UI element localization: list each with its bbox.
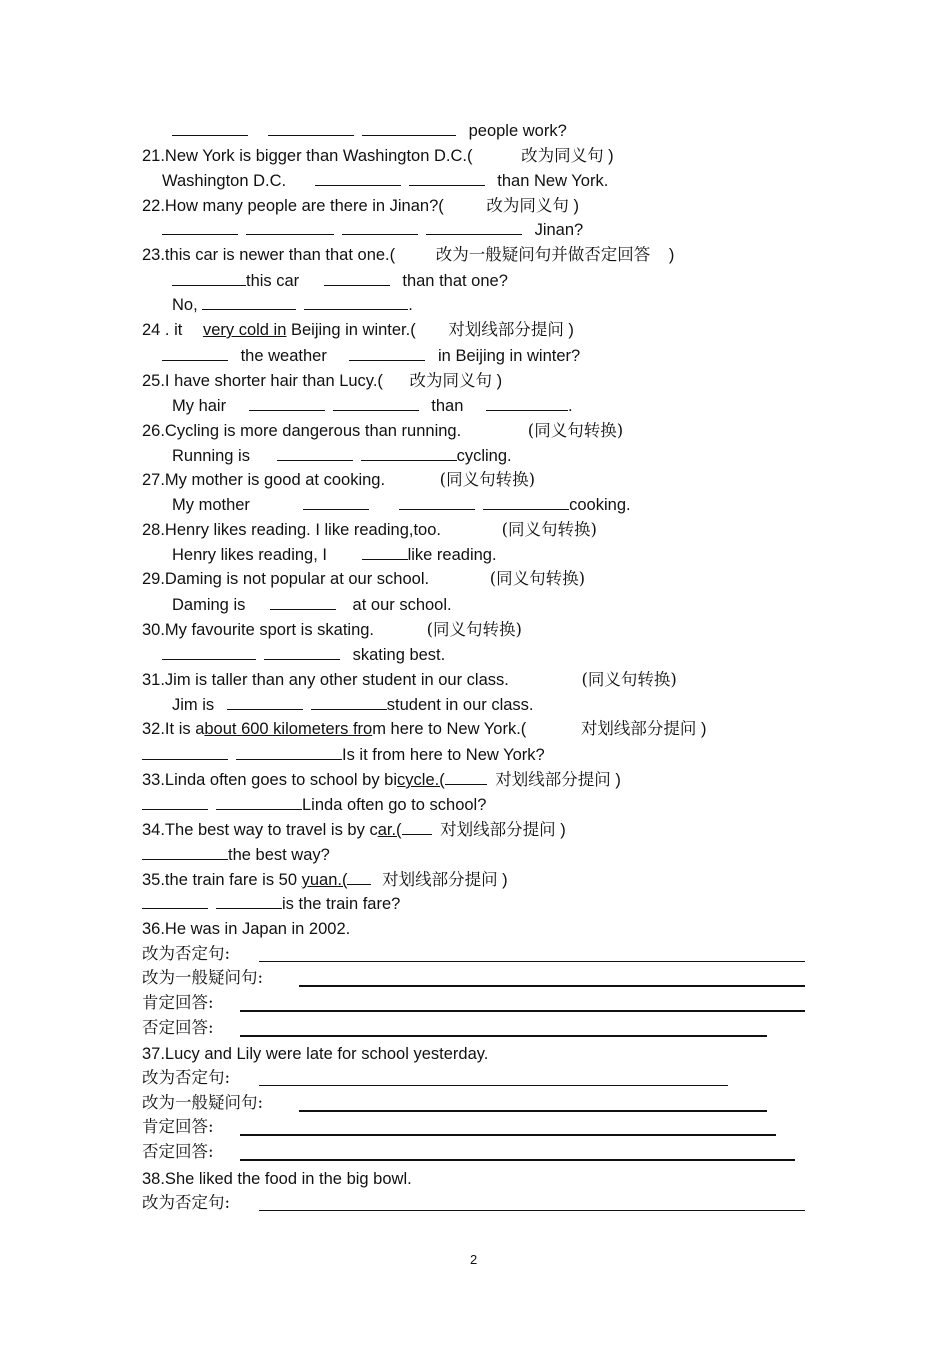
q37-yes-answer-line[interactable] [240,1134,776,1136]
q25-answer-line: My hair than . [172,397,573,415]
q31-hint: (同义句转换) [581,670,677,689]
q26-answer-line: Running is cycling. [172,447,512,465]
q32-answer-line: Is it from here to New York? [142,745,545,765]
q24-hint: 对划线部分提问 [448,320,564,339]
q23-answer-line: this car than that one? [172,271,508,291]
q25-hint: 改为同义句 [409,371,493,390]
q23-no-line: No, . [172,296,413,314]
q37-no-answer-line[interactable] [240,1159,795,1161]
q37-general-question-line[interactable] [299,1110,767,1112]
page-number: 2 [470,1252,478,1267]
q21-hint: 改为同义句 [521,146,604,165]
q28-answer-line: Henry likes reading, I like reading. [172,546,497,564]
q34-hint: 对划线部分提问 [440,820,556,839]
q22-prompt: 22.How many people are there in Jinan?( 改为同义句 ) [142,196,579,215]
q34-underlined: ar.( [377,821,402,839]
q35-underlined: yuan.( [301,871,348,889]
q33-underlined: cycle.( [397,771,445,789]
q21-prompt: 21.New York is bigger than Washington D.C.( 改为同义句 ) [142,146,614,165]
q31-answer-line: Jim is student in our class. [172,696,534,714]
q35-hint: 对划线部分提问 [382,870,498,889]
q36-no-answer-label: 否定回答: [142,1018,214,1037]
q34-answer-line: the best way? [142,845,330,865]
q37-negative-label: 改为否定句: [142,1068,231,1087]
q36-negative-label: 改为否定句: [142,944,231,963]
q24-answer-line: the weather in Beijing in winter? [162,346,580,366]
q37-negative-line[interactable] [259,1085,728,1086]
q26-prompt: 26.Cycling is more dangerous than running. (同义句转换) [142,421,624,440]
q37-prompt: 37.Lucy and Lily were late for school yesterday. [142,1045,489,1063]
q27-hint: (同义句转换) [439,470,536,489]
q30-answer-line: skating best. [162,645,445,665]
q30-prompt: 30.My favourite sport is skating. (同义句转换) [142,620,522,639]
q30-hint: (同义句转换) [426,620,522,639]
q36-yes-answer-label: 肯定回答: [142,993,214,1012]
q26-hint: (同义句转换) [527,421,624,440]
q31-prompt: 31.Jim is taller than any other student in our class. (同义句转换) [142,670,677,689]
q37-yes-answer-label: 肯定回答: [142,1117,214,1136]
q36-general-question-label: 改为一般疑问句: [142,968,264,987]
q32-hint: 对划线部分提问 [580,719,697,738]
q37-no-answer-label: 否定回答: [142,1142,214,1161]
q38-prompt: 38.She liked the food in the big bowl. [142,1170,412,1188]
q33-prompt: 33.Linda often goes to school by bicycle.( 对划线部分提问 ) [142,770,621,789]
q29-hint: (同义句转换) [489,569,586,588]
q36-prompt: 36.He was in Japan in 2002. [142,920,351,938]
q29-prompt: 29.Daming is not popular at our school. (同义句转换) [142,569,586,588]
q24-underlined: very cold in [202,321,287,339]
q20-tail-text: people work? [468,122,567,140]
q28-prompt: 28.Henry likes reading. I like reading,too. (同义句转换) [142,520,597,539]
q38-negative-line[interactable] [259,1210,805,1211]
q27-answer-line: My mother cooking. [172,496,631,514]
q20-answer-line [172,121,567,141]
q35-answer-line: is the train fare? [142,894,400,914]
q36-general-question-line[interactable] [299,985,805,987]
q32-underlined: bout 600 kilometers fro [204,720,373,738]
q32-prompt: 32.It is about 600 kilometers from here to New York.( 对划线部分提问 ) [142,719,707,738]
q36-no-answer-line[interactable] [240,1035,767,1037]
q28-hint: (同义句转换) [501,520,597,539]
q38-negative-label: 改为否定句: [142,1193,231,1212]
q24-prompt: 24 . it very cold in Beijing in winter.( 对划线部分提问 ) [142,320,574,339]
q22-hint: 改为同义句 [486,196,569,215]
q21-answer-line: Washington D.C. than New York. [162,172,609,190]
q29-answer-line: Daming is at our school. [172,596,452,614]
q36-negative-line[interactable] [259,961,805,962]
q34-prompt: 34.The best way to travel is by car.( 对划线部分提问 ) [142,820,566,839]
q27-prompt: 27.My mother is good at cooking. (同义句转换) [142,470,536,489]
q23-hint: 改为一般疑问句并做否定回答 [435,245,651,264]
q33-answer-line: Linda often go to school? [142,795,486,815]
q33-hint: 对划线部分提问 [495,770,611,789]
q25-prompt: 25.I have shorter hair than Lucy.( 改为同义句 ) [142,371,503,390]
q22-answer-line: Jinan? [162,220,583,240]
q36-yes-answer-line[interactable] [240,1010,805,1012]
q35-prompt: 35.the train fare is 50 yuan.( 对划线部分提问 ) [142,870,508,889]
q37-general-question-label: 改为一般疑问句: [142,1093,264,1112]
q23-prompt: 23.this car is newer than that one.( 改为一般疑问句并做否定回答 ) [142,245,675,264]
